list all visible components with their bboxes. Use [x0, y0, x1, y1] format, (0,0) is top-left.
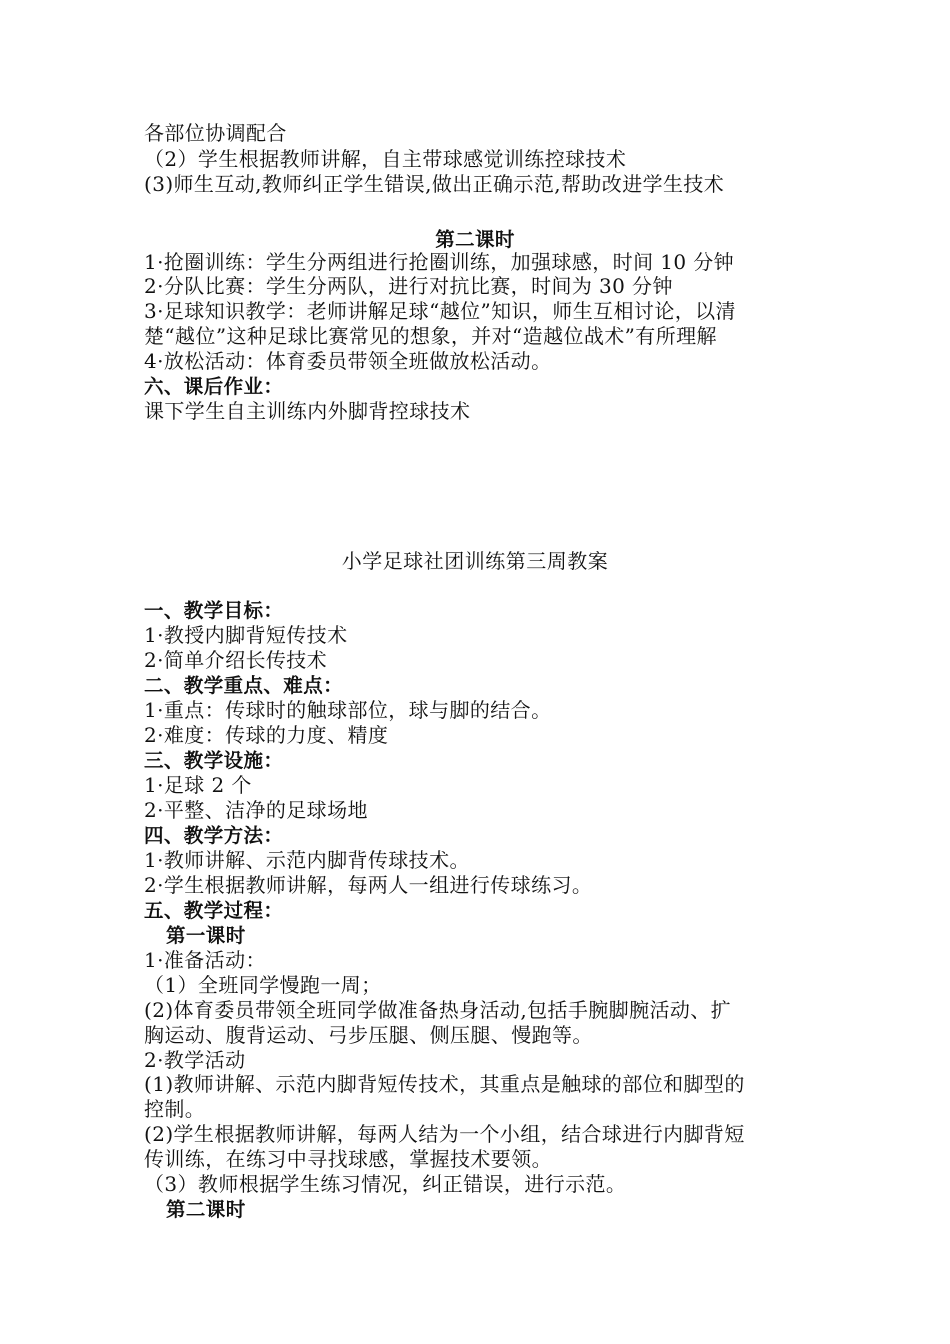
text-line: 3·足球知识教学：老师讲解足球“越位”知识，师生互相讨论，以清: [144, 299, 736, 323]
text-line: 1·足球 2 个: [144, 773, 252, 797]
text-line: (1)教师讲解、示范内脚背短传技术，其重点是触球的部位和脚型的: [144, 1072, 745, 1096]
text-line: 楚“越位”这种足球比赛常见的想象，并对“造越位战术”有所理解: [144, 324, 717, 348]
section-heading: 一、教学目标：: [144, 599, 284, 622]
text-line: 课下学生自主训练内外脚背控球技术: [144, 399, 471, 423]
subsection-heading: 第一课时: [166, 924, 246, 947]
text-line: 1·教师讲解、示范内脚背传球技术。: [144, 848, 470, 872]
section-heading: 五、教学过程：: [144, 899, 284, 922]
text-line: 1·重点：传球时的触球部位，球与脚的结合。: [144, 698, 552, 722]
section-heading: 二、教学重点、难点：: [144, 674, 344, 697]
text-line: （1）全班同学慢跑一周；: [144, 973, 382, 997]
text-line: 控制。: [144, 1097, 206, 1121]
section-heading: 六、课后作业：: [144, 375, 284, 398]
text-line: (3)师生互动,教师纠正学生错误,做出正确示范,帮助改进学生技术: [144, 172, 725, 196]
text-line: 2·难度：传球的力度、精度: [144, 723, 389, 747]
text-line: 2·学生根据教师讲解，每两人一组进行传球练习。: [144, 873, 593, 897]
text-line: 2·平整、洁净的足球场地: [144, 798, 368, 822]
document-title: 小学足球社团训练第三周教案: [341, 549, 609, 573]
text-line: （3）教师根据学生练习情况，纠正错误，进行示范。: [144, 1172, 627, 1196]
text-line: 各部位协调配合: [144, 121, 287, 145]
text-line: 2·教学活动: [144, 1048, 246, 1072]
section-heading: 四、教学方法：: [144, 824, 284, 847]
text-line: 1·教授内脚背短传技术: [144, 623, 348, 647]
text-line: （2）学生根据教师讲解，自主带球感觉训练控球技术: [144, 147, 627, 171]
section-heading: 第二课时: [435, 228, 515, 251]
text-line: (2)学生根据教师讲解，每两人结为一个小组，结合球进行内脚背短: [144, 1122, 745, 1146]
text-line: 胸运动、腹背运动、弓步压腿、侧压腿、慢跑等。: [144, 1023, 593, 1047]
subsection-heading: 第二课时: [166, 1198, 246, 1221]
text-line: 2·分队比赛：学生分两队，进行对抗比赛，时间为 30 分钟: [144, 274, 673, 298]
text-line: 4·放松活动：体育委员带领全班做放松活动。: [144, 349, 552, 373]
text-line: (2)体育委员带领全班同学做准备热身活动,包括手腕脚腕活动、扩: [144, 998, 732, 1022]
section-heading: 三、教学设施：: [144, 749, 284, 772]
text-line: 传训练，在练习中寻找球感，掌握技术要领。: [144, 1147, 552, 1171]
text-line: 2·简单介绍长传技术: [144, 648, 328, 672]
text-line: 1·抢圈训练：学生分两组进行抢圈训练，加强球感，时间 10 分钟: [144, 250, 735, 274]
text-line: 1·准备活动：: [144, 948, 266, 972]
